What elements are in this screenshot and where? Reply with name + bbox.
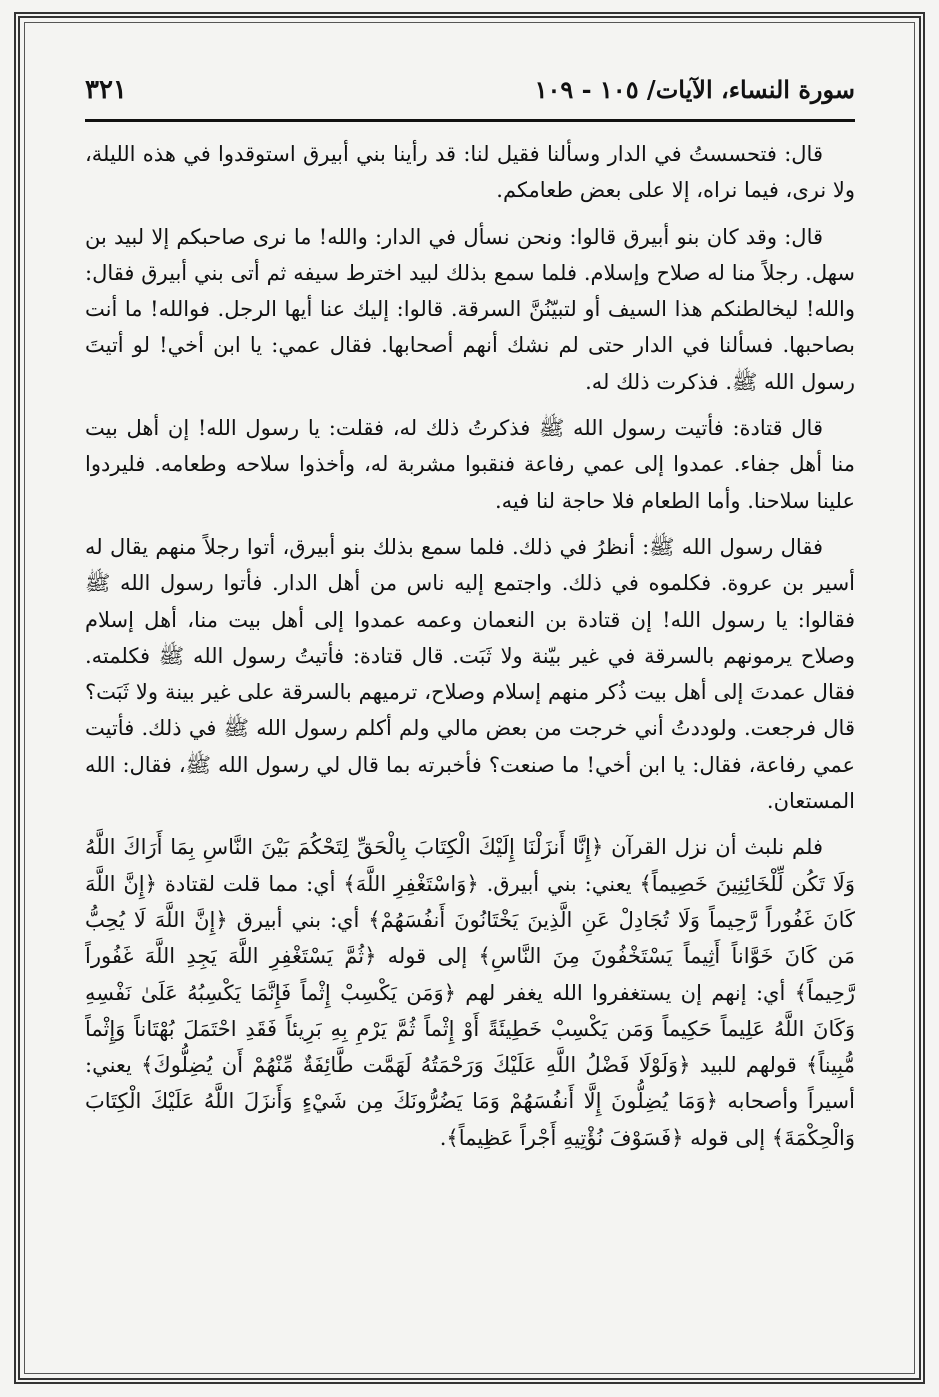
text-body bbox=[85, 136, 855, 1321]
page-number: ٣٢١ bbox=[85, 74, 127, 105]
paragraph: قال: فتحسستُ في الدار وسألنا فقيل لنا: قد رأينا بني أبيرق استوقدوا في هذه الليلة، ولا نرى، فيما نراه، إلا على بعض طعامكم. bbox=[85, 142, 855, 203]
page-header bbox=[85, 60, 855, 122]
paragraph: قال قتادة: فأتيت رسول الله ﷺ فذكرتُ ذلك له، فقلت: يا رسول الله! إن أهل بيت منا أهل جفاء. عمدوا إلى عمي رفاعة فنقبوا مشربة له، وأخذوا سلاحه وطعامه. فليردوا علينا سلاحنا. وأما الطعام فلا حاجة لنا فيه. bbox=[85, 416, 855, 513]
paragraph: قال: وقد كان بنو أبيرق قالوا: ونحن نسأل في الدار: والله! ما نرى صاحبكم إلا لبيد بن سهل. رجلاً منا له صلاح وإسلام. فلما سمع بذلك لبيد اخترط سيفه ثم أتى بني أبيرق فقال: والله! ليخالطنكم هذا السيف أو لتبيّنُنَّ السرقة. قالوا: إليك عنا أيها الرجل. فوالله! ما أنت بصاحبها. فسألنا في الدار حتى لم نشك أنهم أصحابها. فقال عمي: يا ابن أخي! لو أتيتَ رسول الله ﷺ. فذكرت ذلك له. bbox=[85, 224, 855, 394]
paragraph: فقال رسول الله ﷺ: أنظرُ في ذلك. فلما سمع بذلك بنو أبيرق، أتوا رجلاً منهم يقال له أسير بن عروة. فكلموه في ذلك. واجتمع إليه ناس من أهل الدار. فأتوا رسول الله ﷺ فقالوا: يا رسول الله! إن قتادة بن النعمان وعمه عمدوا إلى أهل بيت منا، أهل إسلام وصلاح يرمونهم بالسرقة في غير بيّنة ولا ثَبَت. قال قتادة: فأتيتُ رسول الله ﷺ فكلمته. فقال عمدتَ إلى أهل بيت ذُكر منهم إسلام وصلاح، ترميهم بالسرقة على غير بينة ولا ثَبَت؟ قال فرجعت. ولوددتُ أني خرجت من بعض مالي ولم أكلم رسول الله ﷺ في ذلك. فأتيت عمي رفاعة، فقال: يا ابن أخي! ما صنعت؟ فأخبرته بما قال لي رسول الله ﷺ، فقال: الله المستعان. bbox=[85, 534, 855, 814]
paragraph: فلم نلبث أن نزل القرآن ﴿إِنَّا أَنزَلْنَا إِلَيْكَ الْكِتَابَ بِالْحَقِّ لِتَحْكُمَ بَيْنَ النَّاسِ بِمَا أَرَاكَ اللَّهُ وَلَا تَكُن لِّلْخَائِنِينَ خَصِيماً﴾ يعني: بني أبيرق. ﴿وَاسْتَغْفِرِ اللَّهَ﴾ أي: مما قلت لقتادة ﴿إِنَّ اللَّهَ كَانَ غَفُوراً رَّحِيماً وَلَا تُجَادِلْ عَنِ الَّذِينَ يَخْتَانُونَ أَنفُسَهُمْ﴾ أي: بني أبيرق ﴿إِنَّ اللَّهَ لَا يُحِبُّ مَن كَانَ خَوَّاناً أَثِيماً يَسْتَخْفُونَ مِنَ النَّاسِ﴾ إلى قوله ﴿ثُمَّ يَسْتَغْفِرِ اللَّهَ يَجِدِ اللَّهَ غَفُوراً رَّحِيماً﴾ أي: إنهم إن يستغفروا الله يغفر لهم ﴿وَمَن يَكْسِبْ إِثْماً فَإِنَّمَا يَكْسِبُهُ عَلَىٰ نَفْسِهِ وَكَانَ اللَّهُ عَلِيماً حَكِيماً وَمَن يَكْسِبْ خَطِيئَةً أَوْ إِثْماً ثُمَّ يَرْمِ بِهِ بَرِيئاً فَقَدِ احْتَمَلَ بُهْتَاناً وَإِثْماً مُّبِيناً﴾ قولهم للبيد ﴿وَلَوْلَا فَضْلُ اللَّهِ عَلَيْكَ وَرَحْمَتُهُ لَهَمَّت طَّائِفَةٌ مِّنْهُمْ أَن يُضِلُّوكَ﴾ يعني: أسيراً وأصحابه ﴿وَمَا يُضِلُّونَ إِلَّا أَنفُسَهُمْ وَمَا يَضُرُّونَكَ مِن شَيْءٍ وَأَنزَلَ اللَّهُ عَلَيْكَ الْكِتَابَ وَالْحِكْمَةَ﴾ إلى قوله ﴿فَسَوْفَ نُؤْتِيهِ أَجْراً عَظِيماً﴾. bbox=[85, 835, 855, 1150]
running-title: سورة النساء، الآيات/ ١٠٥ - ١٠٩ bbox=[534, 75, 855, 104]
